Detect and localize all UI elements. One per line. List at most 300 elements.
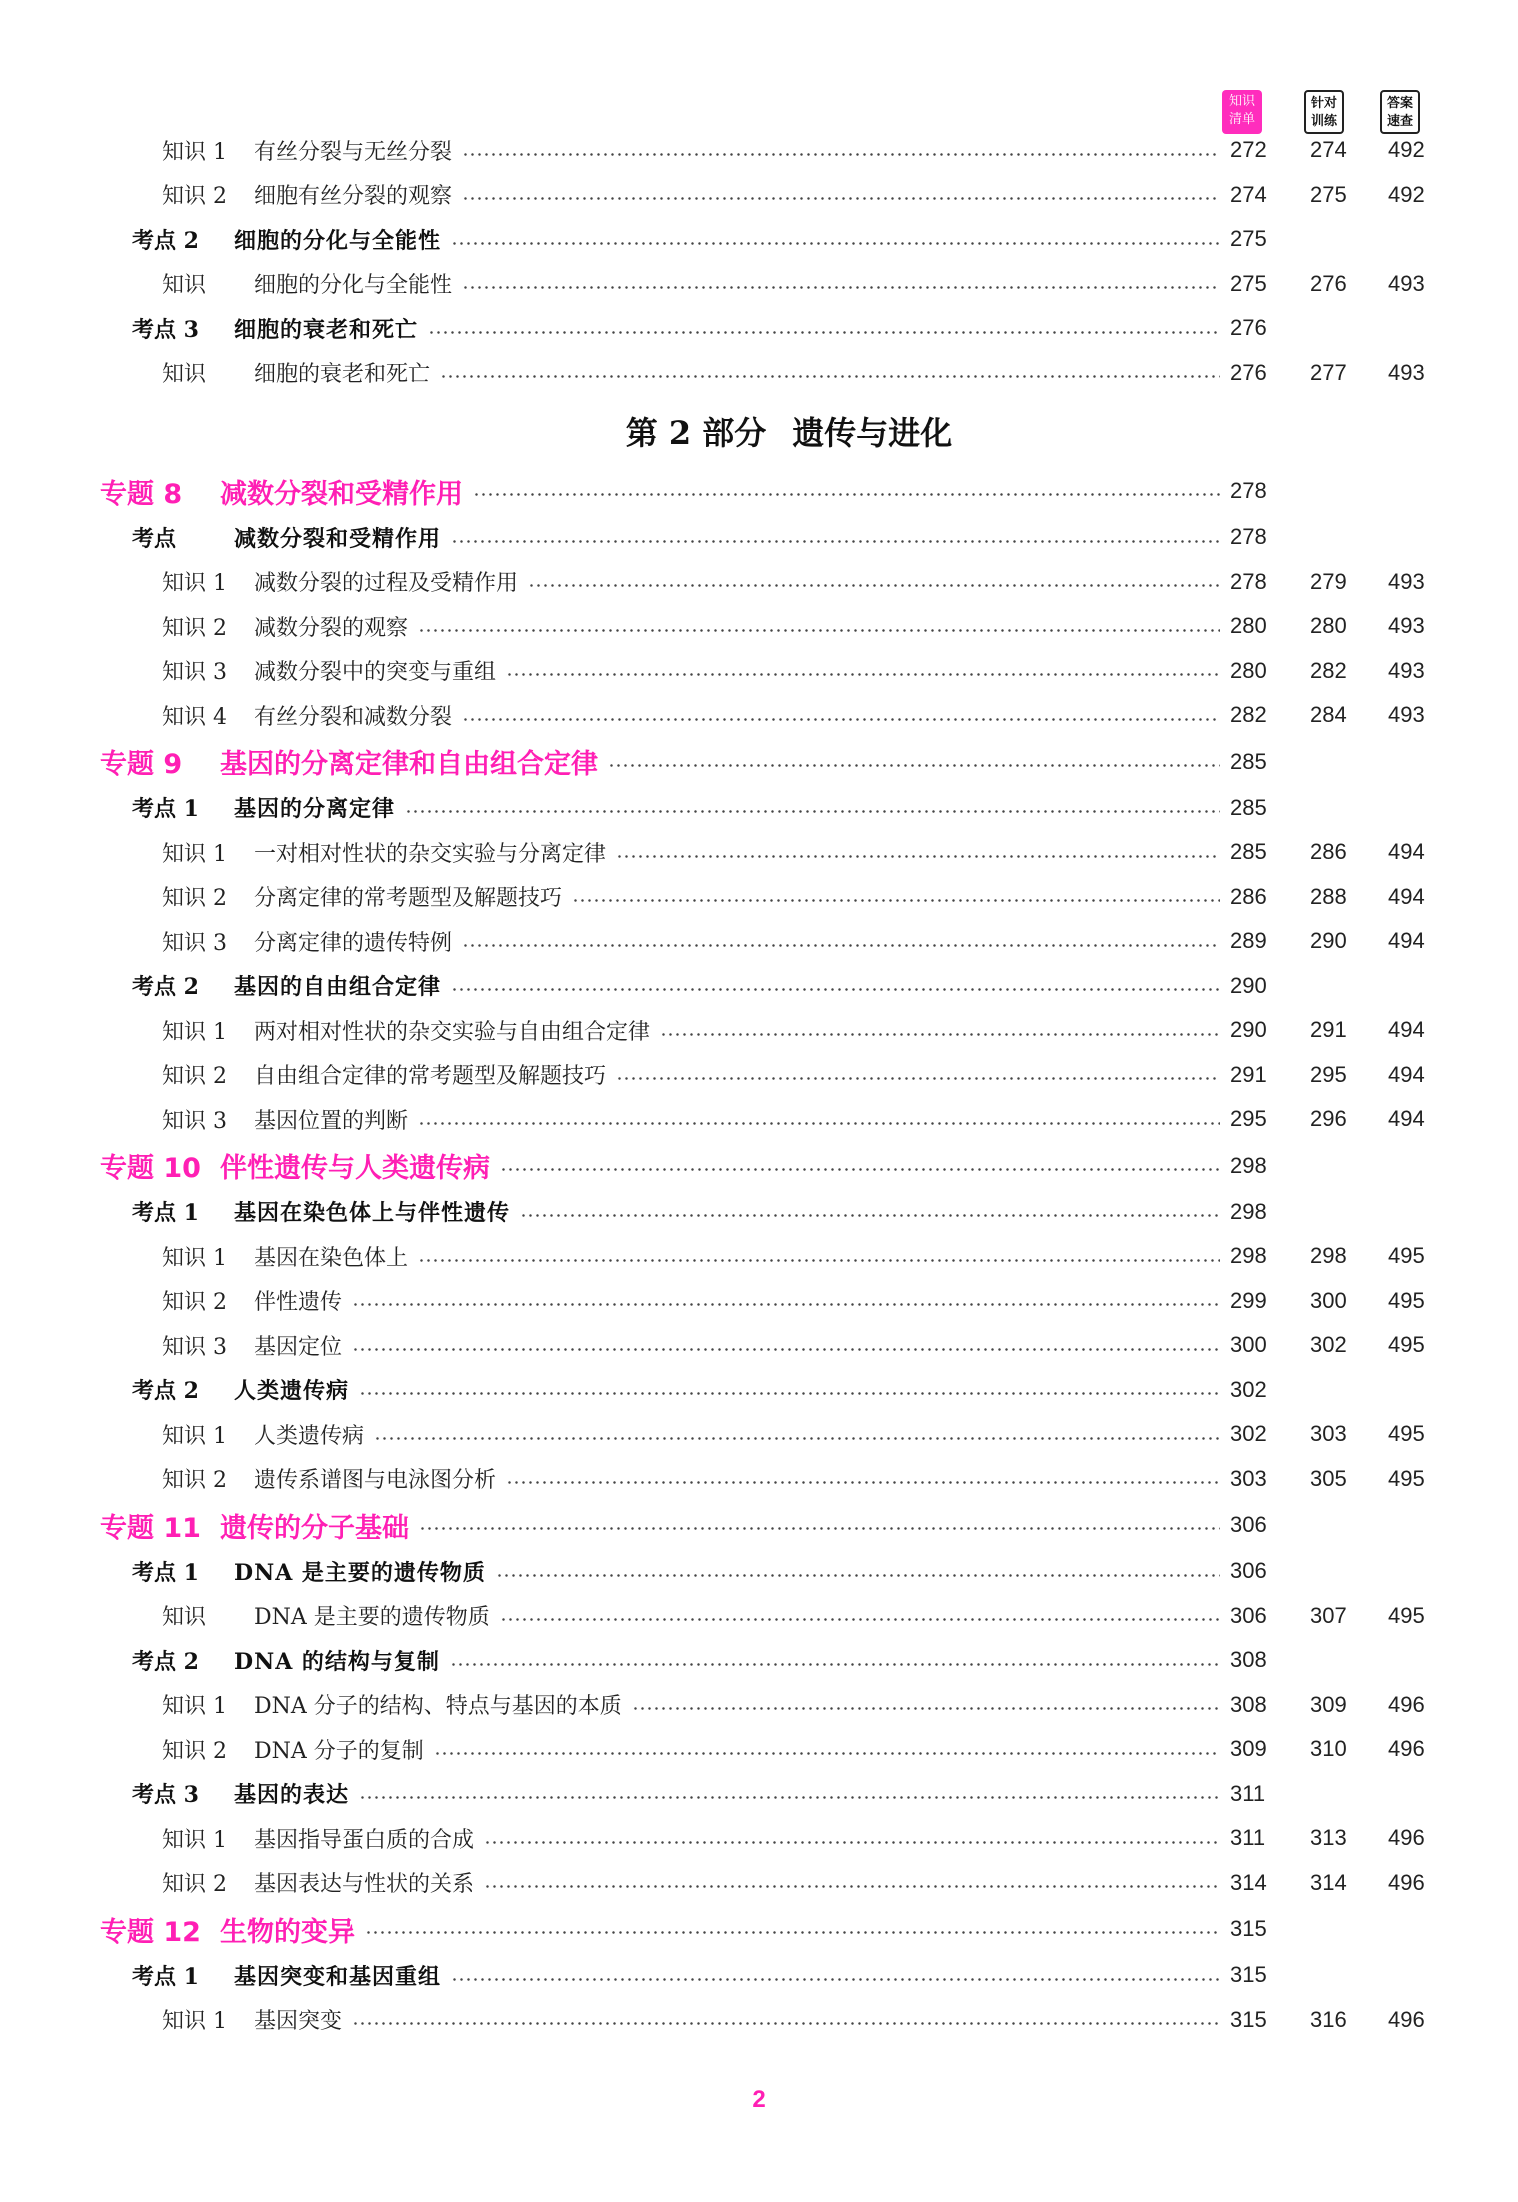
entry-title: DNA 分子的复制 bbox=[254, 1738, 424, 1764]
training-page-number: 277 bbox=[1310, 359, 1347, 385]
entry-prefix: 知识 2 bbox=[162, 1290, 227, 1316]
knowledge-page-number: 314 bbox=[1230, 1869, 1267, 1895]
dot-leader bbox=[506, 1481, 1220, 1484]
dot-leader bbox=[451, 540, 1220, 543]
knowledge-page-number: 308 bbox=[1230, 1647, 1267, 1673]
knowledge-row[interactable] bbox=[0, 1279, 1518, 1324]
knowledge-row[interactable] bbox=[0, 875, 1518, 920]
answer-page-number: 493 bbox=[1388, 657, 1425, 683]
answer-page-number: 494 bbox=[1388, 928, 1425, 954]
answer-page-number: 494 bbox=[1388, 839, 1425, 865]
entry-prefix: 知识 3 bbox=[162, 1334, 227, 1360]
dot-leader bbox=[434, 1752, 1220, 1755]
entry-title: 基因的表达 bbox=[234, 1782, 350, 1809]
training-page-number: 276 bbox=[1310, 270, 1347, 296]
entry-title: 基因的分离定律和自由组合定律 bbox=[220, 749, 598, 780]
entry-title: 生物的变异 bbox=[220, 1916, 355, 1948]
dot-leader bbox=[451, 988, 1220, 991]
entry-prefix: 知识 2 bbox=[162, 1468, 227, 1494]
entry-title: 基因表达与性状的关系 bbox=[254, 1872, 475, 1898]
entry-prefix: 知识 2 bbox=[162, 184, 227, 210]
knowledge-row[interactable] bbox=[0, 1727, 1518, 1772]
dot-leader bbox=[418, 629, 1220, 632]
knowledge-page-number: 272 bbox=[1230, 137, 1267, 163]
answer-page-number: 493 bbox=[1388, 702, 1425, 728]
answer-page-number: 494 bbox=[1388, 883, 1425, 909]
entry-prefix: 知识 2 bbox=[162, 1738, 227, 1764]
knowledge-page-number: 298 bbox=[1230, 1152, 1267, 1178]
entry-title: 基因突变 bbox=[254, 2009, 343, 2035]
exam-point-row[interactable] bbox=[0, 1772, 1518, 1817]
entry-prefix: 考点 2 bbox=[132, 974, 199, 1001]
knowledge-row[interactable] bbox=[0, 173, 1518, 218]
knowledge-page-number: 291 bbox=[1230, 1061, 1267, 1087]
dot-leader bbox=[365, 1931, 1220, 1934]
knowledge-page-number: 306 bbox=[1230, 1602, 1267, 1628]
entry-lead bbox=[132, 217, 441, 262]
training-page-number: 290 bbox=[1310, 928, 1347, 954]
dot-leader bbox=[450, 1663, 1220, 1666]
entry-prefix: 考点 1 bbox=[132, 1559, 199, 1586]
entry-lead bbox=[132, 306, 418, 351]
knowledge-row[interactable] bbox=[0, 1998, 1518, 2043]
entry-title: 遗传系谱图与电泳图分析 bbox=[254, 1468, 497, 1494]
training-page-number: 307 bbox=[1310, 1602, 1347, 1628]
exam-point-row[interactable] bbox=[0, 1953, 1518, 1998]
header-col2-line1: 针对 bbox=[1310, 96, 1337, 111]
topic-row[interactable] bbox=[0, 1501, 1518, 1549]
dot-leader bbox=[462, 286, 1220, 289]
entry-prefix: 知识 2 bbox=[162, 615, 227, 641]
knowledge-page-number: 299 bbox=[1230, 1287, 1267, 1313]
entry-prefix: 知识 1 bbox=[162, 841, 227, 867]
exam-point-row[interactable] bbox=[0, 964, 1518, 1009]
knowledge-page-number: 295 bbox=[1230, 1106, 1267, 1132]
entry-title: 基因定位 bbox=[254, 1334, 343, 1360]
answer-page-number: 493 bbox=[1388, 568, 1425, 594]
entry-lead bbox=[162, 1457, 496, 1502]
entry-prefix: 考点 2 bbox=[132, 1648, 199, 1675]
entry-lead bbox=[132, 1772, 349, 1817]
entry-title: 基因指导蛋白质的合成 bbox=[254, 1827, 475, 1853]
entry-title: 有丝分裂和减数分裂 bbox=[254, 704, 453, 730]
knowledge-page-number: 290 bbox=[1230, 1017, 1267, 1043]
entry-lead bbox=[162, 1008, 650, 1053]
entry-prefix: 专题 8 bbox=[100, 478, 183, 510]
dot-leader bbox=[374, 1437, 1220, 1440]
entry-prefix: 考点 bbox=[132, 525, 177, 552]
knowledge-page-number: 275 bbox=[1230, 226, 1267, 252]
knowledge-page-number: 280 bbox=[1230, 657, 1267, 683]
answer-page-number: 496 bbox=[1388, 2006, 1425, 2032]
answer-page-number: 493 bbox=[1388, 613, 1425, 639]
dot-leader bbox=[352, 1303, 1220, 1306]
dot-leader bbox=[462, 153, 1220, 156]
entry-prefix: 知识 2 bbox=[162, 886, 227, 912]
answer-page-number: 496 bbox=[1388, 1869, 1425, 1895]
dot-leader bbox=[419, 1527, 1220, 1530]
answer-page-number: 496 bbox=[1388, 1691, 1425, 1717]
knowledge-page-number: 300 bbox=[1230, 1332, 1267, 1358]
knowledge-row[interactable] bbox=[0, 1234, 1518, 1279]
dot-leader bbox=[473, 493, 1220, 496]
entry-title: 分离定律的遗传特例 bbox=[254, 930, 453, 956]
dot-leader bbox=[506, 673, 1220, 676]
dot-leader bbox=[496, 1574, 1220, 1577]
dot-leader bbox=[418, 1259, 1220, 1262]
knowledge-page-number: 298 bbox=[1230, 1243, 1267, 1269]
entry-lead bbox=[162, 1053, 606, 1098]
dot-leader bbox=[608, 764, 1220, 767]
knowledge-page-number: 306 bbox=[1230, 1558, 1267, 1584]
knowledge-row[interactable] bbox=[0, 1053, 1518, 1098]
entry-prefix: 专题 12 bbox=[100, 1916, 201, 1948]
knowledge-row[interactable] bbox=[0, 1594, 1518, 1639]
knowledge-page-number: 311 bbox=[1230, 1825, 1266, 1851]
entry-title: 有丝分裂与无丝分裂 bbox=[254, 139, 453, 165]
knowledge-row[interactable] bbox=[0, 1097, 1518, 1142]
training-page-number: 274 bbox=[1310, 137, 1347, 163]
entry-lead bbox=[162, 1412, 364, 1457]
topic-row[interactable] bbox=[0, 738, 1518, 786]
knowledge-row[interactable] bbox=[0, 1008, 1518, 1053]
dot-leader bbox=[359, 1392, 1220, 1395]
entry-prefix: 知识 1 bbox=[162, 139, 227, 165]
knowledge-row[interactable] bbox=[0, 1816, 1518, 1861]
knowledge-page-number: 290 bbox=[1230, 972, 1267, 998]
entry-lead bbox=[132, 515, 441, 560]
entry-lead bbox=[162, 1816, 474, 1861]
training-page-number: 279 bbox=[1310, 568, 1347, 594]
entry-title: 基因在染色体上与伴性遗传 bbox=[234, 1200, 511, 1227]
training-page-number: 313 bbox=[1310, 1825, 1347, 1851]
entry-lead bbox=[162, 1323, 342, 1368]
entry-lead bbox=[162, 649, 496, 694]
answer-page-number: 493 bbox=[1388, 359, 1425, 385]
training-page-number: 291 bbox=[1310, 1017, 1347, 1043]
answer-page-number: 492 bbox=[1388, 181, 1425, 207]
training-page-number: 286 bbox=[1310, 839, 1347, 865]
entry-prefix: 考点 1 bbox=[132, 1200, 199, 1227]
entry-prefix: 考点 1 bbox=[132, 796, 199, 823]
knowledge-page-number: 309 bbox=[1230, 1736, 1267, 1762]
dot-leader bbox=[405, 810, 1220, 813]
header-col1-line1: 知识 bbox=[1228, 94, 1255, 109]
entry-title: 遗传的分子基础 bbox=[220, 1512, 409, 1544]
exam-point-row[interactable] bbox=[0, 515, 1518, 560]
entry-prefix: 知识 3 bbox=[162, 1108, 227, 1134]
training-page-number: 288 bbox=[1310, 883, 1347, 909]
knowledge-page-number: 278 bbox=[1230, 524, 1267, 550]
knowledge-page-number: 285 bbox=[1230, 839, 1267, 865]
entry-title: 一对相对性状的杂交实验与分离定律 bbox=[254, 841, 607, 867]
answer-page-number: 494 bbox=[1388, 1061, 1425, 1087]
knowledge-page-number: 289 bbox=[1230, 928, 1267, 954]
knowledge-page-number: 278 bbox=[1230, 568, 1267, 594]
knowledge-page-number: 302 bbox=[1230, 1421, 1267, 1447]
exam-point-row[interactable] bbox=[0, 1190, 1518, 1235]
entry-title: 分离定律的常考题型及解题技巧 bbox=[254, 886, 563, 912]
answer-page-number: 495 bbox=[1388, 1332, 1425, 1358]
entry-title: 人类遗传病 bbox=[254, 1423, 365, 1449]
entry-title: 遗传与进化 bbox=[792, 414, 953, 452]
exam-point-row[interactable] bbox=[0, 306, 1518, 351]
answer-page-number: 495 bbox=[1388, 1243, 1425, 1269]
answer-page-number: 493 bbox=[1388, 270, 1425, 296]
exam-point-row[interactable] bbox=[0, 1549, 1518, 1594]
training-page-number: 310 bbox=[1310, 1736, 1347, 1762]
knowledge-page-number: 315 bbox=[1230, 1962, 1267, 1988]
training-page-number: 300 bbox=[1310, 1287, 1347, 1313]
entry-lead bbox=[162, 128, 452, 173]
knowledge-page-number: 285 bbox=[1230, 794, 1267, 820]
entry-lead bbox=[162, 919, 452, 964]
entry-lead bbox=[132, 786, 395, 831]
training-page-number: 314 bbox=[1310, 1869, 1347, 1895]
entry-lead bbox=[100, 1905, 355, 1953]
dot-leader bbox=[418, 1122, 1220, 1125]
dot-leader bbox=[660, 1033, 1220, 1036]
entry-lead bbox=[162, 351, 430, 396]
entry-title: 减数分裂中的突变与重组 bbox=[254, 660, 497, 686]
dot-leader bbox=[500, 1168, 1220, 1171]
training-page-number: 282 bbox=[1310, 657, 1347, 683]
entry-prefix: 专题 9 bbox=[100, 749, 183, 780]
knowledge-row[interactable] bbox=[0, 262, 1518, 307]
knowledge-page-number: 315 bbox=[1230, 2006, 1267, 2032]
entry-prefix: 知识 1 bbox=[162, 1694, 227, 1720]
entry-lead bbox=[162, 830, 606, 875]
training-page-number: 305 bbox=[1310, 1465, 1347, 1491]
entry-prefix: 考点 2 bbox=[132, 227, 199, 254]
entry-title: DNA 分子的结构、特点与基因的本质 bbox=[254, 1694, 622, 1720]
training-page-number: 298 bbox=[1310, 1243, 1347, 1269]
entry-title: 人类遗传病 bbox=[234, 1378, 350, 1405]
entry-title: 基因在染色体上 bbox=[254, 1245, 409, 1271]
exam-point-row[interactable] bbox=[0, 1638, 1518, 1683]
knowledge-page-number: 282 bbox=[1230, 702, 1267, 728]
knowledge-row[interactable] bbox=[0, 604, 1518, 649]
entry-title: 减数分裂和受精作用 bbox=[234, 525, 442, 552]
entry-title: DNA 是主要的遗传物质 bbox=[234, 1559, 486, 1586]
answer-page-number: 494 bbox=[1388, 1106, 1425, 1132]
dot-leader bbox=[500, 1618, 1220, 1621]
entry-prefix: 知识 1 bbox=[162, 1423, 227, 1449]
entry-lead bbox=[132, 1638, 440, 1683]
dot-leader bbox=[462, 197, 1220, 200]
knowledge-row[interactable] bbox=[0, 351, 1518, 396]
dot-leader bbox=[616, 855, 1220, 858]
entry-prefix: 知识 1 bbox=[162, 571, 227, 597]
answer-page-number: 495 bbox=[1388, 1421, 1425, 1447]
knowledge-page-number: 303 bbox=[1230, 1465, 1267, 1491]
entry-lead bbox=[132, 1190, 510, 1235]
entry-lead bbox=[162, 1279, 342, 1324]
entry-title: 基因位置的判断 bbox=[254, 1108, 409, 1134]
knowledge-row[interactable] bbox=[0, 919, 1518, 964]
knowledge-row[interactable] bbox=[0, 649, 1518, 694]
knowledge-page-number: 278 bbox=[1230, 478, 1267, 503]
entry-title: 减数分裂的观察 bbox=[254, 615, 409, 641]
entry-title: 自由组合定律的常考题型及解题技巧 bbox=[254, 1064, 607, 1090]
entry-title: 细胞的衰老和死亡 bbox=[254, 362, 431, 388]
dot-leader bbox=[451, 1978, 1220, 1981]
entry-prefix: 考点 1 bbox=[132, 1963, 199, 1990]
entry-lead bbox=[162, 173, 452, 218]
topic-row[interactable] bbox=[0, 467, 1518, 515]
entry-title: DNA 是主要的遗传物质 bbox=[254, 1605, 490, 1631]
knowledge-row[interactable] bbox=[0, 830, 1518, 875]
entry-lead bbox=[132, 1549, 486, 1594]
entry-prefix: 知识 4 bbox=[162, 704, 227, 730]
knowledge-page-number: 298 bbox=[1230, 1198, 1267, 1224]
topic-row[interactable] bbox=[0, 1142, 1518, 1190]
answer-page-number: 496 bbox=[1388, 1825, 1425, 1851]
dot-leader bbox=[462, 718, 1220, 721]
entry-lead bbox=[162, 875, 562, 920]
entry-prefix: 知识 bbox=[162, 273, 207, 299]
entry-prefix: 知识 3 bbox=[162, 660, 227, 686]
entry-title: 减数分裂的过程及受精作用 bbox=[254, 571, 519, 597]
entry-lead bbox=[100, 1501, 409, 1549]
knowledge-page-number: 280 bbox=[1230, 613, 1267, 639]
entry-lead bbox=[100, 1142, 490, 1190]
entry-lead bbox=[162, 1594, 490, 1639]
knowledge-page-number: 286 bbox=[1230, 883, 1267, 909]
exam-point-row[interactable] bbox=[0, 217, 1518, 262]
dot-leader bbox=[352, 1348, 1220, 1351]
entry-lead bbox=[162, 604, 408, 649]
entry-lead bbox=[162, 1234, 408, 1279]
entry-title: 细胞有丝分裂的观察 bbox=[254, 184, 453, 210]
knowledge-row[interactable] bbox=[0, 1861, 1518, 1906]
header-col3-line2: 速查 bbox=[1386, 114, 1413, 129]
dot-leader bbox=[451, 242, 1220, 245]
entry-title: 伴性遗传与人类遗传病 bbox=[220, 1153, 490, 1184]
training-page-number: 302 bbox=[1310, 1332, 1347, 1358]
entry-lead bbox=[162, 693, 452, 738]
knowledge-page-number: 308 bbox=[1230, 1691, 1267, 1717]
entry-lead bbox=[162, 1727, 424, 1772]
knowledge-row[interactable] bbox=[0, 560, 1518, 605]
exam-point-row[interactable] bbox=[0, 786, 1518, 831]
training-page-number: 296 bbox=[1310, 1106, 1347, 1132]
entry-prefix: 专题 11 bbox=[100, 1512, 201, 1544]
knowledge-row[interactable] bbox=[0, 1683, 1518, 1728]
training-page-number: 309 bbox=[1310, 1691, 1347, 1717]
entry-lead bbox=[100, 467, 463, 515]
table-of-contents bbox=[0, 128, 1518, 2042]
dot-leader bbox=[520, 1214, 1220, 1217]
entry-prefix: 考点 3 bbox=[132, 316, 199, 343]
entry-title: DNA 的结构与复制 bbox=[234, 1648, 440, 1675]
dot-leader bbox=[359, 1796, 1220, 1799]
training-page-number: 284 bbox=[1310, 702, 1347, 728]
knowledge-page-number: 274 bbox=[1230, 181, 1267, 207]
entry-prefix: 考点 2 bbox=[132, 1378, 199, 1405]
knowledge-page-number: 311 bbox=[1230, 1780, 1266, 1806]
entry-title: 基因的自由组合定律 bbox=[234, 974, 442, 1001]
dot-leader bbox=[572, 899, 1220, 902]
entry-lead bbox=[162, 1683, 622, 1728]
topic-row[interactable] bbox=[0, 1905, 1518, 1953]
dot-leader bbox=[462, 944, 1220, 947]
knowledge-row[interactable] bbox=[0, 1323, 1518, 1368]
entry-lead bbox=[0, 395, 1518, 467]
entry-prefix: 知识 1 bbox=[162, 1019, 227, 1045]
training-page-number: 275 bbox=[1310, 181, 1347, 207]
knowledge-row[interactable] bbox=[0, 1412, 1518, 1457]
dot-leader bbox=[440, 375, 1220, 378]
entry-prefix: 知识 3 bbox=[162, 930, 227, 956]
dot-leader bbox=[528, 584, 1220, 587]
entry-title: 细胞的分化与全能性 bbox=[254, 273, 453, 299]
training-page-number: 303 bbox=[1310, 1421, 1347, 1447]
entry-lead bbox=[162, 262, 452, 307]
entry-prefix: 知识 1 bbox=[162, 2009, 227, 2035]
entry-lead bbox=[162, 1097, 408, 1142]
entry-prefix: 考点 3 bbox=[132, 1782, 199, 1809]
training-page-number: 280 bbox=[1310, 613, 1347, 639]
page-number: 2 bbox=[752, 2086, 766, 2113]
answer-page-number: 495 bbox=[1388, 1602, 1425, 1628]
entry-lead bbox=[132, 1953, 441, 1998]
knowledge-row[interactable] bbox=[0, 693, 1518, 738]
entry-prefix: 知识 1 bbox=[162, 1827, 227, 1853]
header-col3-line1: 答案 bbox=[1386, 96, 1413, 111]
knowledge-page-number: 275 bbox=[1230, 270, 1267, 296]
knowledge-page-number: 276 bbox=[1230, 359, 1267, 385]
dot-leader bbox=[484, 1885, 1220, 1888]
dot-leader bbox=[484, 1841, 1220, 1844]
entry-lead bbox=[162, 560, 518, 605]
entry-lead bbox=[162, 1998, 342, 2043]
knowledge-page-number: 306 bbox=[1230, 1512, 1267, 1537]
header-col1-line2: 清单 bbox=[1228, 112, 1255, 127]
answer-page-number: 492 bbox=[1388, 137, 1425, 163]
entry-title: 两对相对性状的杂交实验与自由组合定律 bbox=[254, 1019, 651, 1045]
entry-lead bbox=[162, 1861, 474, 1906]
dot-leader bbox=[632, 1707, 1220, 1710]
answer-page-number: 496 bbox=[1388, 1736, 1425, 1762]
training-page-number: 295 bbox=[1310, 1061, 1347, 1087]
dot-leader bbox=[352, 2022, 1220, 2025]
exam-point-row[interactable] bbox=[0, 1368, 1518, 1413]
entry-lead bbox=[132, 1368, 349, 1413]
entry-prefix: 知识 bbox=[162, 1605, 207, 1631]
entry-lead bbox=[132, 964, 441, 1009]
entry-prefix: 知识 1 bbox=[162, 1245, 227, 1271]
entry-title: 细胞的衰老和死亡 bbox=[234, 316, 419, 343]
entry-title: 减数分裂和受精作用 bbox=[220, 478, 463, 510]
entry-prefix: 知识 2 bbox=[162, 1872, 227, 1898]
entry-prefix: 第 2 部分 bbox=[625, 414, 767, 452]
entry-prefix: 专题 10 bbox=[100, 1153, 201, 1184]
answer-page-number: 495 bbox=[1388, 1465, 1425, 1491]
training-page-number: 316 bbox=[1310, 2006, 1347, 2032]
header-col2-line2: 训练 bbox=[1310, 114, 1337, 129]
answer-page-number: 494 bbox=[1388, 1017, 1425, 1043]
entry-title: 基因的分离定律 bbox=[234, 796, 396, 823]
answer-page-number: 495 bbox=[1388, 1287, 1425, 1313]
entry-title: 伴性遗传 bbox=[254, 1290, 343, 1316]
dot-leader bbox=[616, 1077, 1220, 1080]
knowledge-row[interactable] bbox=[0, 128, 1518, 173]
dot-leader bbox=[428, 331, 1220, 334]
knowledge-row[interactable] bbox=[0, 1457, 1518, 1502]
entry-lead bbox=[100, 738, 598, 786]
knowledge-page-number: 315 bbox=[1230, 1916, 1267, 1941]
